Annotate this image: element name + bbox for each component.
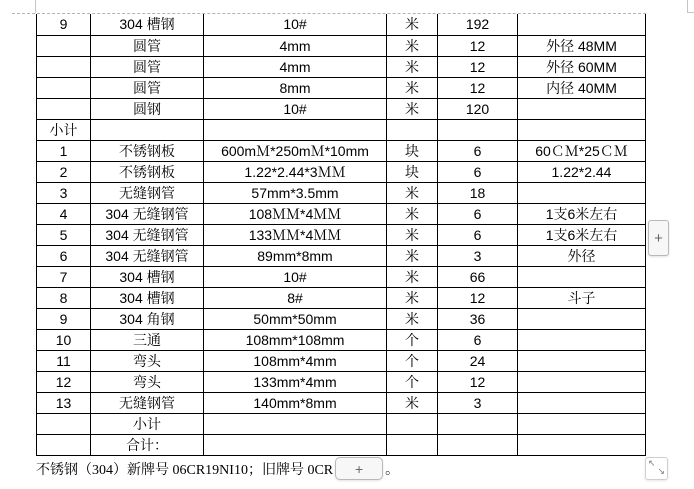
cell-qty[interactable]: 120 (438, 98, 518, 119)
cell-name[interactable]: 无缝钢管 (91, 182, 204, 203)
cell-spec[interactable]: 10# (204, 266, 387, 287)
cell-spec[interactable] (204, 434, 387, 455)
cell-spec[interactable]: 57mm*3.5mm (204, 182, 387, 203)
cell-spec[interactable]: 4mm (204, 35, 387, 56)
cell-remark[interactable] (518, 308, 646, 329)
add-column-button[interactable] (648, 220, 669, 256)
cell-seq[interactable]: 6 (37, 245, 91, 266)
cell-name[interactable]: 圆管 (91, 56, 204, 77)
plus-icon: + (355, 460, 364, 477)
cell-spec[interactable]: 108mm*108mm (204, 329, 387, 350)
cell-spec[interactable]: 600mＭ*250mＭ*10mm (204, 140, 387, 161)
cell-remark[interactable]: 60ＣＭ*25ＣＭ (518, 140, 646, 161)
cell-remark[interactable] (518, 329, 646, 350)
cell-spec[interactable]: 4mm (204, 56, 387, 77)
cell-unit[interactable]: 米 (387, 14, 438, 35)
cell-remark[interactable] (518, 392, 646, 413)
arrow-southeast-icon: ↘ (657, 467, 665, 477)
cell-remark[interactable]: 外径 48MM (518, 35, 646, 56)
cell-name[interactable]: 304 槽钢 (91, 14, 204, 35)
cell-spec[interactable] (204, 119, 387, 140)
cell-seq[interactable]: 10 (37, 329, 91, 350)
expand-handle-button[interactable] (645, 457, 668, 480)
cell-spec[interactable]: 8mm (204, 77, 387, 98)
cell-unit[interactable] (387, 434, 438, 455)
cell-seq[interactable] (37, 413, 91, 434)
cell-seq[interactable] (37, 77, 91, 98)
table-row (37, 35, 646, 56)
cell-remark[interactable] (518, 350, 646, 371)
cell-name[interactable]: 不锈钢板 (91, 140, 204, 161)
page-margin-mark-right (687, 0, 688, 12)
cell-name[interactable]: 304 槽钢 (91, 266, 204, 287)
cell-unit[interactable]: 块 (387, 161, 438, 182)
cell-remark[interactable] (518, 182, 646, 203)
cell-unit[interactable]: 米 (387, 56, 438, 77)
cell-name[interactable]: 不锈钢板 (91, 161, 204, 182)
footer-note-text[interactable]: 不锈钢（304）新牌号 06CR19NI10；旧牌号 0CR (36, 462, 334, 478)
cell-remark[interactable] (518, 371, 646, 392)
cell-name[interactable]: 小计 (91, 413, 204, 434)
cell-unit[interactable]: 米 (387, 182, 438, 203)
table-row (37, 287, 646, 308)
cell-spec[interactable]: 133ＭＭ*4ＭＭ (204, 224, 387, 245)
cell-qty[interactable]: 6 (438, 224, 518, 245)
cell-qty[interactable] (438, 434, 518, 455)
cell-remark[interactable]: 内径 40MM (518, 77, 646, 98)
cell-remark[interactable]: 1支6米左右 (518, 203, 646, 224)
inline-add-button[interactable] (335, 457, 383, 480)
cell-seq[interactable]: 3 (37, 182, 91, 203)
cell-qty[interactable]: 36 (438, 308, 518, 329)
table-row (37, 308, 646, 329)
cell-seq[interactable]: 4 (37, 203, 91, 224)
page-margin-mark-right-tick (687, 12, 694, 13)
cell-remark[interactable] (518, 98, 646, 119)
table-row (37, 329, 646, 350)
table-row (37, 371, 646, 392)
materials-table (36, 14, 646, 456)
cell-unit[interactable]: 块 (387, 140, 438, 161)
cell-unit[interactable]: 米 (387, 308, 438, 329)
cell-seq[interactable] (37, 98, 91, 119)
cell-remark[interactable] (518, 413, 646, 434)
cell-spec[interactable]: 10# (204, 14, 387, 35)
cell-spec[interactable]: 1.22*2.44*3ＭＭ (204, 161, 387, 182)
table-row (37, 224, 646, 245)
table-row (37, 14, 646, 35)
cell-seq[interactable]: 9 (37, 308, 91, 329)
cell-unit[interactable]: 米 (387, 266, 438, 287)
cell-qty[interactable] (438, 413, 518, 434)
cell-name[interactable]: 无缝钢管 (91, 392, 204, 413)
cell-name[interactable]: 圆钢 (91, 98, 204, 119)
plus-icon: + (654, 229, 663, 247)
cell-name[interactable]: 圆管 (91, 35, 204, 56)
cell-name[interactable]: 304 无缝钢管 (91, 224, 204, 245)
table-row (37, 140, 646, 161)
table-row (37, 203, 646, 224)
cell-seq[interactable] (37, 56, 91, 77)
cell-qty[interactable]: 6 (438, 161, 518, 182)
cell-spec[interactable]: 8# (204, 287, 387, 308)
cell-unit[interactable]: 米 (387, 245, 438, 266)
table-row (37, 161, 646, 182)
cell-seq[interactable]: 1 (37, 140, 91, 161)
cell-seq[interactable]: 9 (37, 14, 91, 35)
table-row (37, 434, 646, 455)
table-row (37, 98, 646, 119)
cell-name[interactable]: 圆管 (91, 77, 204, 98)
cell-seq[interactable]: 5 (37, 224, 91, 245)
cell-unit[interactable] (387, 413, 438, 434)
page-margin-mark-left (35, 0, 36, 13)
cell-name[interactable]: 304 无缝钢管 (91, 245, 204, 266)
cell-unit[interactable] (387, 119, 438, 140)
cell-qty[interactable]: 12 (438, 287, 518, 308)
cell-spec[interactable]: 133mm*4mm (204, 371, 387, 392)
table-row (37, 266, 646, 287)
table-row (37, 245, 646, 266)
cell-remark[interactable]: 1.22*2.44 (518, 161, 646, 182)
cell-seq[interactable]: 13 (37, 392, 91, 413)
cell-spec[interactable]: 108mm*4mm (204, 350, 387, 371)
cell-remark[interactable] (518, 119, 646, 140)
cell-name[interactable]: 弯头 (91, 371, 204, 392)
cell-spec[interactable]: 10# (204, 98, 387, 119)
cell-qty[interactable]: 3 (438, 245, 518, 266)
cell-unit[interactable]: 米 (387, 77, 438, 98)
table-row (37, 182, 646, 203)
cell-name[interactable]: 304 无缝钢管 (91, 203, 204, 224)
cell-remark[interactable] (518, 14, 646, 35)
cell-unit[interactable]: 个 (387, 371, 438, 392)
cell-qty[interactable]: 12 (438, 56, 518, 77)
cell-remark[interactable]: 外径 (518, 245, 646, 266)
cell-seq[interactable] (37, 434, 91, 455)
cell-qty[interactable]: 6 (438, 329, 518, 350)
cell-spec[interactable] (204, 413, 387, 434)
arrow-northwest-icon: ↖ (648, 459, 656, 469)
table-row (37, 350, 646, 371)
cell-qty[interactable]: 6 (438, 203, 518, 224)
cell-name[interactable]: 304 角钢 (91, 308, 204, 329)
cell-unit[interactable]: 米 (387, 35, 438, 56)
footer-note-line (36, 456, 399, 481)
cell-seq[interactable]: 11 (37, 350, 91, 371)
cell-qty[interactable]: 12 (438, 77, 518, 98)
cell-spec[interactable]: 50mm*50mm (204, 308, 387, 329)
cell-remark[interactable]: 外径 60MM (518, 56, 646, 77)
cell-name[interactable]: 304 槽钢 (91, 287, 204, 308)
table-row (37, 392, 646, 413)
cell-unit[interactable]: 米 (387, 203, 438, 224)
cell-qty[interactable] (438, 119, 518, 140)
cell-unit[interactable]: 米 (387, 224, 438, 245)
cell-qty[interactable]: 66 (438, 266, 518, 287)
cell-spec[interactable]: 140mm*8mm (204, 392, 387, 413)
cell-unit[interactable]: 个 (387, 329, 438, 350)
cell-unit[interactable]: 米 (387, 287, 438, 308)
cell-spec[interactable]: 89mm*8mm (204, 245, 387, 266)
cell-remark[interactable] (518, 434, 646, 455)
table-row (37, 413, 646, 434)
cell-seq[interactable]: 8 (37, 287, 91, 308)
cell-name[interactable]: 弯头 (91, 350, 204, 371)
cell-name[interactable]: 三通 (91, 329, 204, 350)
cell-seq[interactable]: 12 (37, 371, 91, 392)
cell-name[interactable]: 合计： (91, 434, 204, 455)
table-row (37, 119, 646, 140)
cell-unit[interactable]: 米 (387, 98, 438, 119)
cell-qty[interactable]: 3 (438, 392, 518, 413)
cell-qty[interactable]: 192 (438, 14, 518, 35)
cell-unit[interactable]: 个 (387, 350, 438, 371)
cell-qty[interactable]: 18 (438, 182, 518, 203)
cell-unit[interactable]: 米 (387, 392, 438, 413)
cell-qty[interactable]: 24 (438, 350, 518, 371)
materials-table-body (37, 14, 646, 455)
cell-spec[interactable]: 108ＭＭ*4ＭＭ (204, 203, 387, 224)
cell-qty[interactable]: 12 (438, 35, 518, 56)
cell-seq[interactable]: 小计 (37, 119, 91, 140)
table-row (37, 77, 646, 98)
footer-note-suffix[interactable]: 。 (385, 462, 400, 478)
cell-remark[interactable] (518, 266, 646, 287)
cell-seq[interactable]: 2 (37, 161, 91, 182)
cell-seq[interactable] (37, 35, 91, 56)
cell-remark[interactable]: 斗子 (518, 287, 646, 308)
cell-seq[interactable]: 7 (37, 266, 91, 287)
table-row (37, 56, 646, 77)
cell-name[interactable] (91, 119, 204, 140)
cell-qty[interactable]: 12 (438, 371, 518, 392)
cell-qty[interactable]: 6 (438, 140, 518, 161)
cell-remark[interactable]: 1支6米左右 (518, 224, 646, 245)
